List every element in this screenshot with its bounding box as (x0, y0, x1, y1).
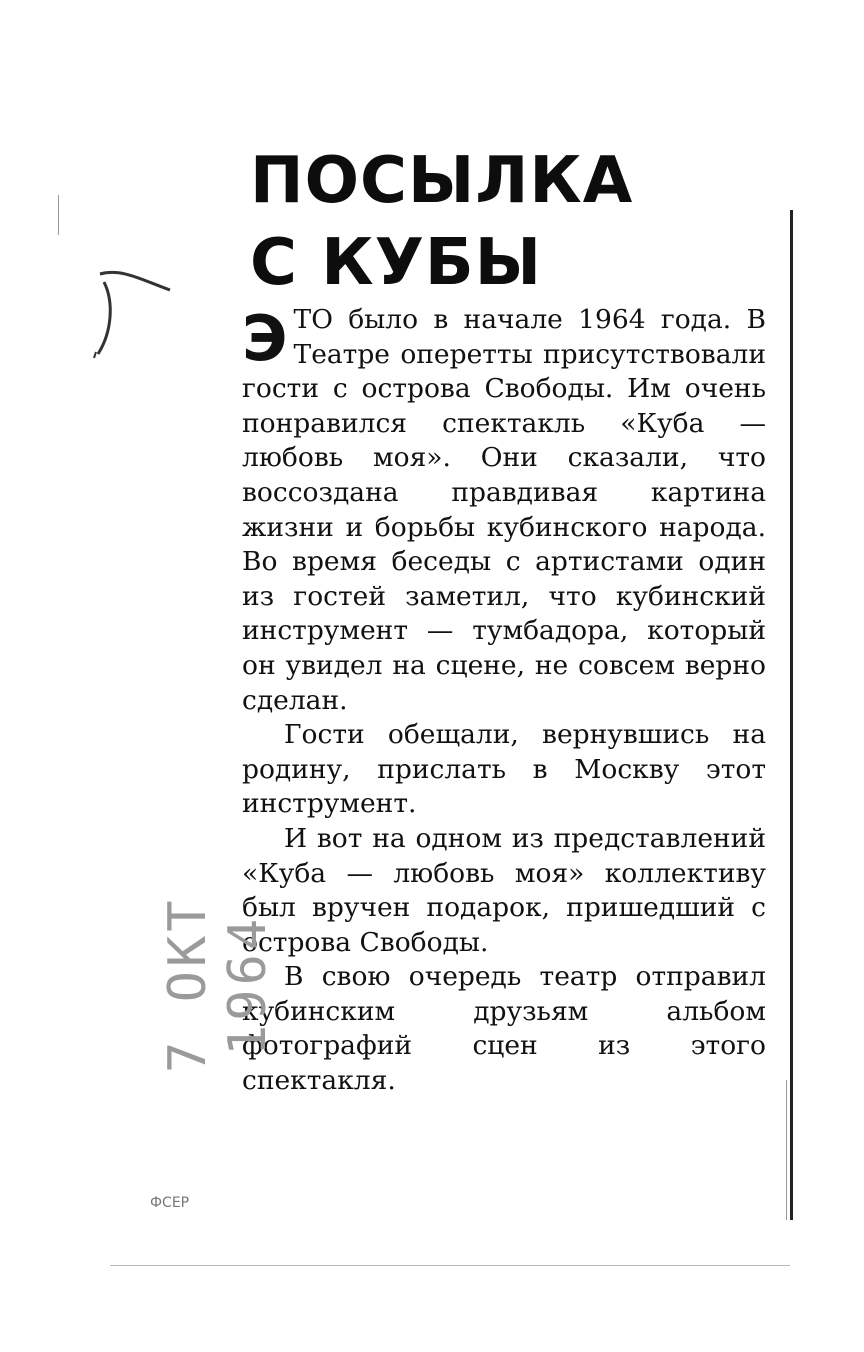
pencil-mark-icon (92, 262, 182, 362)
article-paragraph-1 (242, 303, 766, 718)
left-edge-rule (58, 195, 59, 235)
article-paragraph-1-text: ТО было в начале 1964 года. В Театре оперетты присутствовали гости с острова Свободы. Им очень понравился спектакль «Куба — любовь моя». Они сказали, что воссоздана правдивая картина жизни и борьбы кубинского народа. Во время беседы с артистами один из гостей заметил, что кубинский инструмент — тумбадора, который он увидел на сцене, не совсем верно сделан. (242, 304, 766, 716)
article-paragraph-3: И вот на одном из представлений «Куба — любовь моя» коллективу был вручен подарок, пришедший с острова Свободы. (242, 822, 766, 958)
article-paragraph-2: Гости обещали, вернувшись на родину, прислать в Москву этот инструмент. (242, 719, 766, 820)
bottom-cut-line (110, 1265, 790, 1266)
right-column-rule (790, 210, 793, 1220)
article-body (242, 303, 766, 1099)
article-headline (250, 140, 670, 304)
archive-date-stamp: 7 ОКТ 1964 (158, 896, 278, 1074)
headline-line-2: С КУБЫ (250, 226, 542, 300)
drop-cap: Э (242, 302, 288, 375)
article-paragraph-4: В свою очередь театр отправил кубинским друзьям альбом фотографий сцен из этого спектакля. (242, 961, 766, 1097)
headline-line-1: ПОСЫЛКА (250, 144, 634, 218)
archive-stamp-label: ФСЕР (150, 1195, 190, 1211)
right-edge-faint-rule (786, 1080, 787, 1220)
